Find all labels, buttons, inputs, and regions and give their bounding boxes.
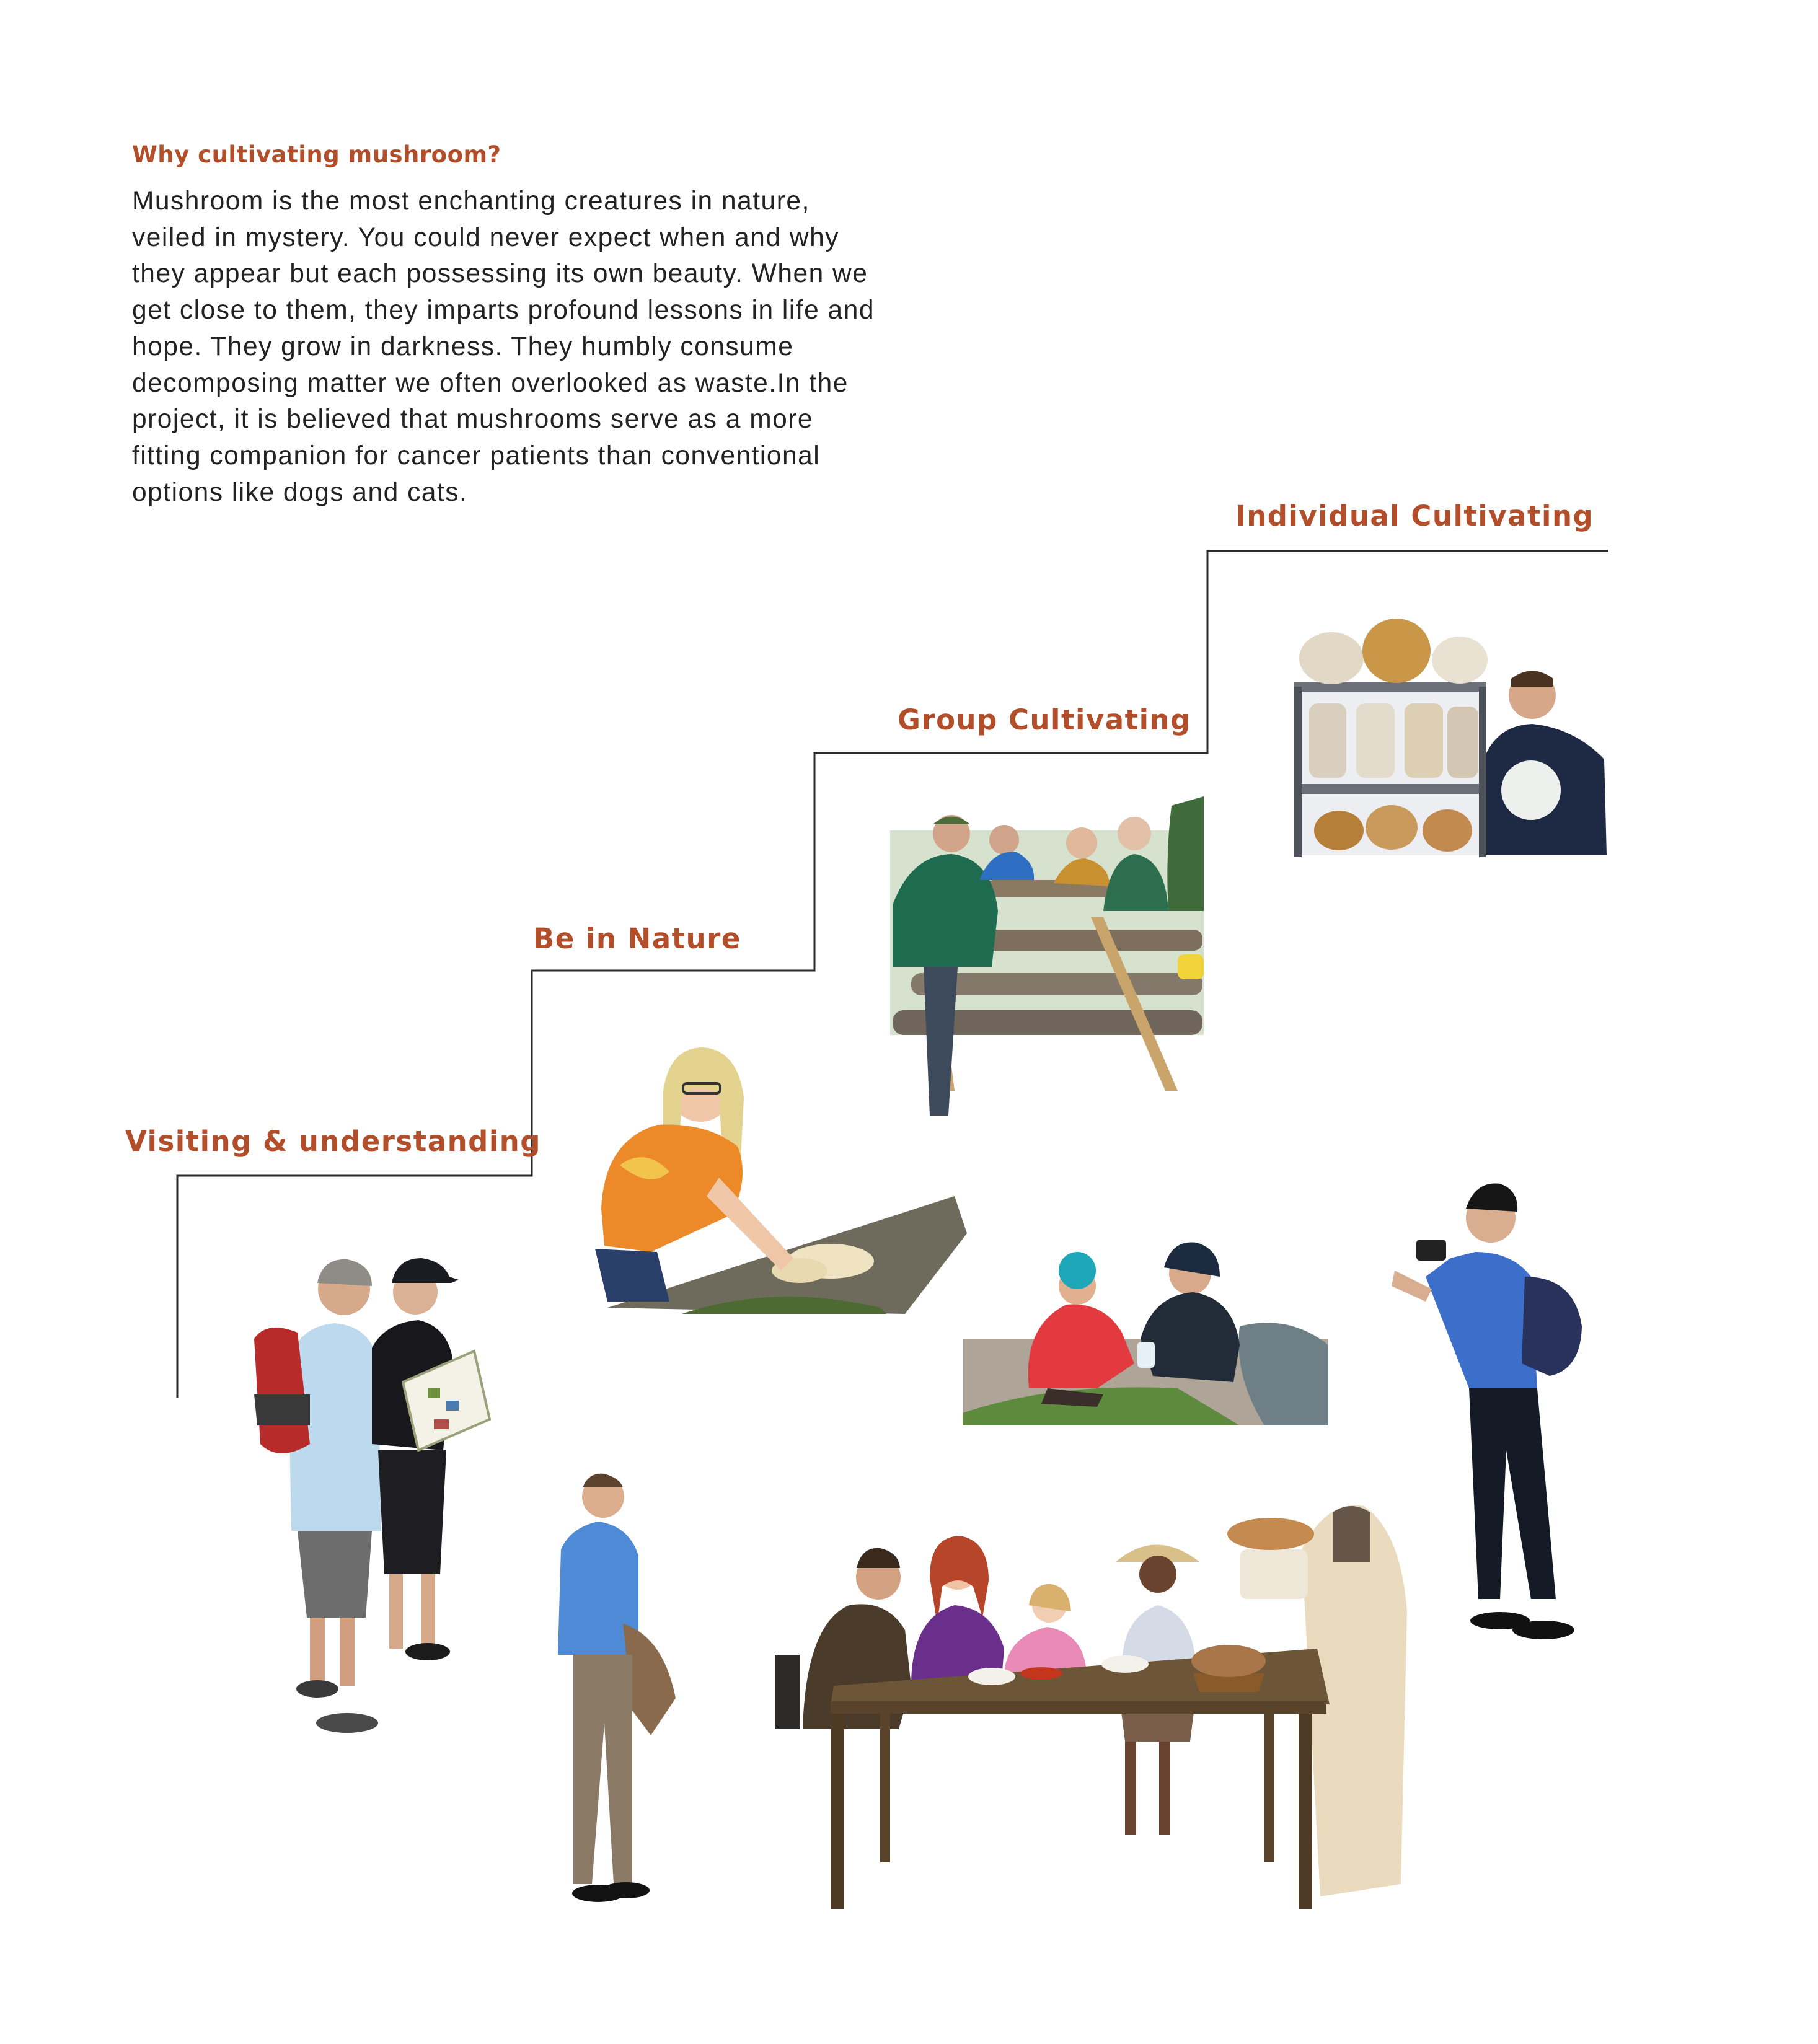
intro-line: fitting companion for cancer patients than conventional bbox=[132, 441, 821, 470]
group-cultivating-photo bbox=[890, 796, 1204, 1116]
foraging-pair-photo bbox=[963, 1243, 1328, 1426]
be-in-nature-photo bbox=[595, 1047, 967, 1314]
dining-table-photo bbox=[775, 1505, 1407, 1909]
intro-line: they appear but each possessing its own beauty. When we bbox=[132, 259, 868, 289]
step-label-be-in-nature: Be in Nature bbox=[533, 922, 741, 955]
photographer-photo bbox=[1392, 1184, 1582, 1640]
intro-title: Why cultivating mushroom? bbox=[132, 141, 501, 168]
intro-line: get close to them, they imparts profound lessons in life and bbox=[132, 296, 875, 325]
individual-cultivating-photo bbox=[1294, 619, 1607, 857]
step-label-visiting: Visiting & understanding bbox=[125, 1125, 542, 1158]
intro-line: options like dogs and cats. bbox=[132, 477, 468, 507]
standing-man-photo bbox=[558, 1474, 676, 1902]
intro-line: veiled in mystery. You could never expect when and why bbox=[132, 222, 839, 252]
intro-line: hope. They grow in darkness. They humbly consume bbox=[132, 332, 794, 361]
intro-line: decomposing matter we often overlooked as waste.In the bbox=[132, 368, 849, 398]
visiting-couple-photo bbox=[254, 1258, 490, 1733]
intro-line: project, it is believed that mushrooms serve as a more bbox=[132, 405, 814, 434]
step-label-individual-cultivating: Individual Cultivating bbox=[1235, 500, 1594, 532]
step-label-group-cultivating: Group Cultivating bbox=[898, 703, 1191, 736]
intro-line: Mushroom is the most enchanting creatures in nature, bbox=[132, 187, 810, 216]
